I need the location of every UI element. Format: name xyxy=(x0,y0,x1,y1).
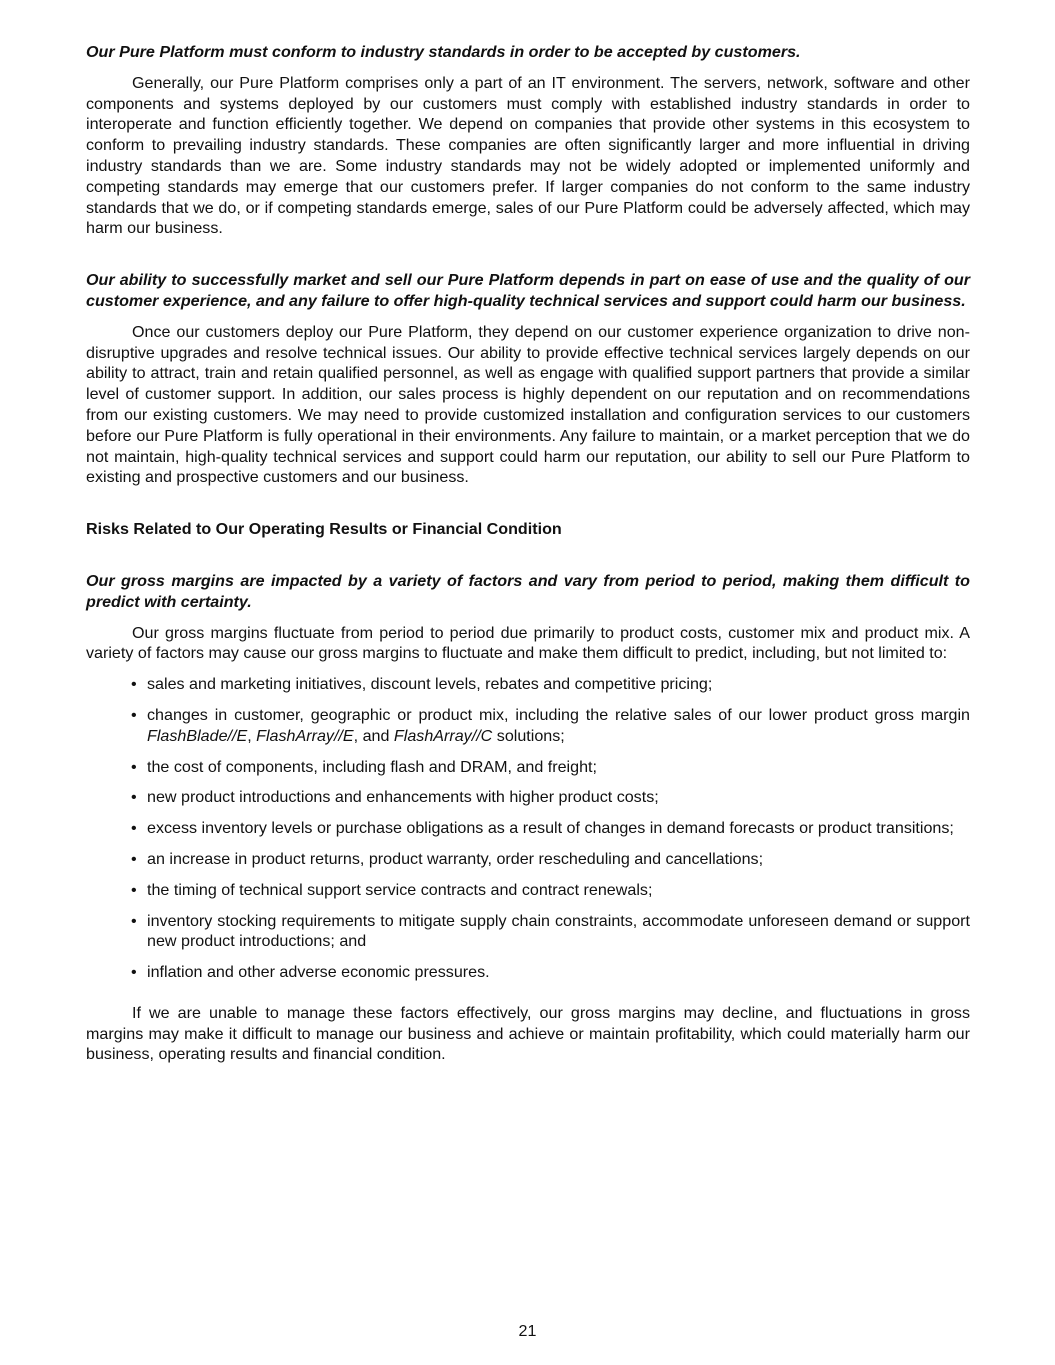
paragraph-gross-margins-intro: Our gross margins fluctuate from period to period due primarily to product costs, customer mix and product mix. A variety of factors may cause our gross margins to fluctuate and make them difficult to predict, including, but not limited to: xyxy=(86,623,970,663)
section-title: Risks Related to Our Operating Results or Financial Condition xyxy=(86,520,562,539)
list-item: • the cost of components, including flash and DRAM, and freight; xyxy=(131,757,597,776)
paragraph-industry-standards: Generally, our Pure Platform comprises only a part of an IT environment. The servers, network, software and other components and systems deployed by our customers must comply with established industry standards in order to interoperate and function efficiently together. We depend on companies that provide other systems in this ecosystem to conform to prevailing industry standards. These companies are often significantly larger and more influential in driving industry standards than we are. Some industry standards may not be widely adopted or implemented uniformly and competing standards may emerge that our customers prefer. If larger companies do not conform to the same industry standards that we do, or if competing standards emerge, sales of our Pure Platform could be adversely affected, which may harm our business. xyxy=(86,73,970,238)
bullet-icon: • xyxy=(131,911,137,930)
list-item: • the timing of technical support service contracts and contract renewals; xyxy=(131,880,653,899)
paragraph-customer-experience: Once our customers deploy our Pure Platform, they depend on our customer experience organization to drive non-disruptive upgrades and resolve technical issues. Our ability to provide effective technical services largely depends on our ability to attract, train and retain qualified personnel, as well as engage with qualified support partners that provide a similar level of customer support. In addition, our sales process is highly dependent on our reputation and on recommendations from our existing customers. We may need to provide customized installation and configuration services to our customers before our Pure Platform is fully operational in their environments. Any failure to maintain, or a market perception that we do not maintain, high-quality technical services and support could harm our reputation, our ability to sell our Pure Platform to existing and prospective customers and our business. xyxy=(86,322,970,487)
page-number: 21 xyxy=(518,1322,537,1340)
risk-heading-customer-experience: Our ability to successfully market and sell our Pure Platform depends in part on ease of use and the quality of our customer experience, and any failure to offer high-quality technical services and support could harm our business. xyxy=(86,271,970,310)
list-item: • inventory stocking requirements to mitigate supply chain constraints, accommodate unforeseen demand or support new product introductions; and xyxy=(131,911,970,951)
list-item: • sales and marketing initiatives, discount levels, rebates and competitive pricing; xyxy=(131,675,713,694)
list-item: • inflation and other adverse economic pressures. xyxy=(131,963,490,982)
list-item: • changes in customer, geographic or product mix, including the relative sales of our lower product gross margin FlashBlade//E, FlashArray//E, and FlashArray//C solutions; xyxy=(131,705,970,745)
risk-heading-gross-margins: Our gross margins are impacted by a variety of factors and vary from period to period, making them difficult to predict with certainty. xyxy=(86,571,970,611)
bullet-icon: • xyxy=(131,880,137,899)
product-name: FlashArray//C xyxy=(393,726,493,745)
risk-heading-industry-standards: Our Pure Platform must conform to industry standards in order to be accepted by customers. xyxy=(86,43,801,61)
paragraph-gross-margins-conclusion: If we are unable to manage these factors effectively, our gross margins may decline, and fluctuations in gross margins may make it difficult to manage our business and achieve or maintain profitability, which could materially harm our business, operating results and financial condition. xyxy=(86,1003,970,1064)
list-item: • new product introductions and enhancements with higher product costs; xyxy=(131,788,659,807)
bullet-icon: • xyxy=(131,849,137,868)
product-name: FlashBlade//E xyxy=(147,726,248,745)
product-name: FlashArray//E xyxy=(256,726,354,745)
list-item: • an increase in product returns, product warranty, order rescheduling and cancellations; xyxy=(131,849,764,868)
bullet-icon: • xyxy=(131,963,137,982)
list-item: • excess inventory levels or purchase obligations as a result of changes in demand forecasts or product transitions; xyxy=(131,819,954,838)
bullet-icon: • xyxy=(131,819,137,838)
bullet-icon: • xyxy=(131,675,137,694)
document-page xyxy=(86,42,970,1065)
bullet-icon: • xyxy=(131,757,137,776)
bullet-icon: • xyxy=(131,788,137,807)
factor-list xyxy=(86,674,970,983)
bullet-icon: • xyxy=(131,705,137,724)
